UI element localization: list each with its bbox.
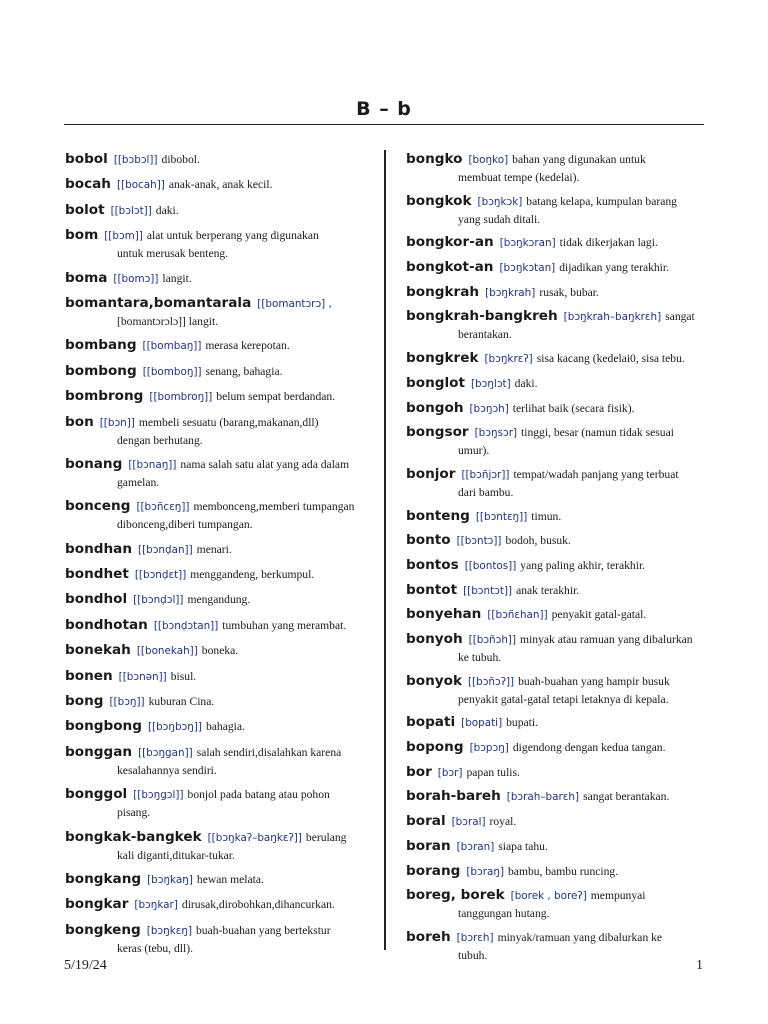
headword: bongkrah [406, 283, 480, 300]
page-title: B – b [356, 98, 412, 120]
dictionary-entry [65, 921, 371, 957]
definition: bisul. [170, 669, 197, 683]
dictionary-entry [406, 258, 706, 277]
pronunciation: [bɔŋsɔr] [474, 427, 518, 440]
definition: digendong dengan kedua tangan. [512, 741, 666, 755]
pronunciation: [bɔŋkaŋ] [147, 873, 193, 886]
headword: bongkor-an [406, 234, 494, 251]
pronunciation: [[bomboŋ]] [142, 365, 202, 378]
definition: salah sendiri,disalahkan karena [196, 745, 342, 759]
pronunciation: [[bɔñɔʔ]] [468, 675, 515, 688]
pronunciation: [[bɔnḍɔl]] [133, 594, 184, 607]
definition: bahagia. [205, 720, 245, 734]
definition: berulang [305, 830, 347, 844]
pronunciation: [[bombaŋ]] [142, 340, 202, 353]
definition-continuation: dengan berhutang. [117, 433, 203, 447]
dictionary-entry [65, 565, 371, 584]
headword: bondhol [65, 591, 128, 608]
headword: bonggol [65, 786, 128, 803]
definition: sangat [665, 310, 695, 324]
definition: penyakit gatal-gatal. [551, 608, 647, 622]
pronunciation: [[bɔntɔ]] [456, 535, 502, 548]
pronunciation: [[bombroŋ]] [149, 391, 213, 404]
headword: bongko [406, 151, 463, 167]
dictionary-entry [406, 928, 706, 964]
definition: daki. [155, 203, 179, 217]
definition: mengandung. [187, 593, 251, 607]
pronunciation: [[bɔn]] [99, 416, 135, 429]
headword: boran [406, 837, 451, 854]
pronunciation: [[bomantɔrɔ] , [257, 297, 332, 310]
definition: minyak/ramuan yang dibalurkan ke [497, 930, 663, 944]
headword: bonto [406, 532, 451, 549]
definition-continuation: dibonceng,diberi tumpangan. [117, 518, 253, 532]
dictionary-entry [406, 605, 706, 624]
headword: bontot [406, 581, 458, 598]
pronunciation: [bɔraŋ] [466, 865, 504, 878]
dictionary-entry [406, 531, 706, 550]
definition: rusak, bubar. [539, 285, 599, 299]
dictionary-entry [65, 336, 371, 355]
definition: bonjol pada batang atau pohon [187, 788, 330, 802]
definition: yang paling akhir, terakhir. [520, 558, 646, 572]
definition-continuation: berantakan. [458, 328, 512, 342]
pronunciation: [[bɔŋgɔl]] [133, 789, 184, 802]
definition: sisa kacang (kedelai0, sisa tebu. [536, 352, 685, 366]
headword: bonglot [406, 374, 465, 391]
pronunciation: [[bɔm]] [104, 230, 143, 243]
headword: bondhotan [65, 616, 148, 633]
dictionary-entry [65, 828, 371, 864]
dictionary-entry [65, 455, 371, 491]
right-column [406, 150, 706, 970]
headword: bopati [406, 714, 456, 731]
pronunciation: [bɔŋkɛŋ] [146, 924, 192, 937]
definition: merasa kerepotan. [205, 339, 290, 353]
headword: bongkang [65, 870, 142, 887]
definition: membonceng,memberi tumpangan [193, 500, 355, 514]
headword: bongkot-an [406, 259, 494, 276]
headword: bongkrah-bangkreh [406, 308, 558, 325]
dictionary-entry [406, 233, 706, 252]
headword: bongkar [65, 896, 129, 913]
dictionary-entry [406, 630, 706, 666]
definition: buah-buahan yang bertekstur [196, 923, 331, 937]
headword: bonyok [406, 672, 462, 689]
definition: terlihat baik (secara fisik). [512, 401, 635, 415]
headword: bocah [65, 176, 111, 193]
definition: menggandeng, berkumpul. [190, 568, 315, 582]
dictionary-entry [65, 269, 371, 288]
pronunciation: [bɔŋkrah–baŋkrɛh] [563, 311, 662, 324]
definition-continuation: [bomantɔrɔlɔ]] langit. [117, 314, 219, 328]
pronunciation: [[bɔŋkaʔ–baŋkɛʔ]] [207, 831, 302, 844]
definition: daki. [514, 376, 538, 390]
definition-continuation: kesalahannya sendiri. [117, 763, 217, 777]
definition-continuation: untuk merusak benteng. [117, 247, 229, 261]
pronunciation: [bɔr] [437, 766, 463, 779]
pronunciation: [bɔŋɔh] [469, 402, 509, 415]
definition: boneka. [201, 644, 239, 658]
definition: bambu, bambu runcing. [508, 864, 619, 878]
definition: dijadikan yang terakhir. [559, 261, 670, 275]
headword: bongoh [406, 399, 464, 416]
pronunciation: [[bomɔ]] [113, 272, 159, 285]
pronunciation: [bɔŋlɔt] [470, 377, 511, 390]
definition: belum sempat berdandan. [216, 390, 336, 404]
definition: dirusak,dirobohkan,dihancurkan. [181, 898, 335, 912]
pronunciation: [[bɔñɔh]] [468, 634, 517, 646]
dictionary-entry [406, 581, 706, 600]
column-divider [384, 150, 386, 950]
pronunciation: [boŋko] [468, 154, 509, 166]
headword: bombong [65, 362, 137, 379]
headword: bonen [65, 667, 113, 684]
dictionary-entry [406, 307, 706, 343]
headword: borang [406, 862, 461, 879]
dictionary-entry [65, 870, 371, 889]
definition-continuation: ke tubuh. [458, 651, 502, 664]
headword: bondhet [65, 566, 129, 583]
headword: boma [65, 269, 108, 286]
pronunciation: [[bɔntɛŋ]] [475, 510, 528, 523]
pronunciation: [[bocah]] [116, 179, 165, 192]
definition-continuation: pisang. [117, 806, 151, 820]
dictionary-entry [65, 497, 371, 533]
definition: kuburan Cina. [148, 695, 215, 709]
dictionary-entry [65, 616, 371, 635]
headword: bopong [406, 739, 464, 756]
definition: nama salah satu alat yang ada dalam [180, 457, 350, 471]
dictionary-entry [406, 886, 706, 922]
headword: bong [65, 693, 104, 710]
pronunciation: [[bɔbɔl]] [113, 154, 158, 166]
dictionary-entry [65, 175, 371, 194]
pronunciation: [bopati] [461, 717, 503, 730]
definition-continuation: yang sudah ditali. [458, 212, 541, 226]
dictionary-entry [65, 294, 371, 330]
definition-continuation: membuat tempe (kedelai). [458, 171, 580, 184]
headword: boreg, borek [406, 887, 505, 904]
dictionary-entry [65, 717, 371, 736]
headword: bomantara,bomantarala [65, 294, 252, 311]
definition: senang, bahagia. [205, 364, 283, 378]
dictionary-entry [406, 349, 706, 368]
headword: boreh [406, 928, 451, 945]
definition: alat untuk berperang yang digunakan [146, 229, 319, 243]
dictionary-entry [406, 150, 706, 186]
dictionary-entry [406, 738, 706, 757]
pronunciation: [bɔrah–barɛh] [506, 791, 580, 804]
pronunciation: [[bɔŋgan]] [138, 746, 193, 759]
pronunciation: [bɔŋkrah] [485, 286, 536, 299]
pronunciation: [bɔral] [451, 816, 486, 829]
dictionary-entry [65, 785, 371, 821]
definition: sangat berantakan. [583, 790, 670, 804]
headword: bonteng [406, 507, 470, 524]
dictionary-entry [65, 362, 371, 381]
headword: bontos [406, 556, 459, 573]
headword: bombang [65, 337, 137, 354]
headword: bonang [65, 455, 123, 472]
pronunciation: [[bonekah]] [136, 645, 198, 658]
definition: anak terakhir. [516, 583, 580, 597]
headword: bondhan [65, 540, 133, 557]
pronunciation: [[bɔnaŋ]] [128, 458, 177, 471]
dictionary-entry [406, 192, 706, 228]
definition: membeli sesuatu (barang,makanan,dll) [138, 415, 319, 429]
pronunciation: [[bɔnḍɛt]] [134, 569, 187, 582]
definition: buah-buahan yang hampir busuk [518, 674, 670, 688]
headword: bongkrek [406, 350, 479, 367]
definition-continuation: tubuh. [458, 948, 488, 962]
pronunciation: [bɔŋkɔtan] [499, 262, 556, 275]
definition-continuation: gamelan. [117, 475, 160, 489]
footer-date: 5/19/24 [64, 958, 107, 973]
headword: bongbong [65, 718, 142, 735]
dictionary-entry [65, 540, 371, 559]
pronunciation: [[bɔñɛhan]] [487, 609, 548, 622]
dictionary-entry [65, 895, 371, 914]
definition: bahan yang digunakan untuk [512, 153, 646, 166]
definition: anak-anak, anak kecil. [168, 178, 273, 192]
dictionary-entry [406, 423, 706, 459]
headword: bongsor [406, 424, 469, 441]
definition: tumbuhan yang merambat. [222, 618, 347, 632]
pronunciation: [borek , boreʔ] [510, 890, 587, 903]
definition: bupati. [506, 716, 539, 730]
pronunciation: [[bɔŋ]] [109, 696, 145, 709]
definition: minyak atau ramuan yang dibalurkan [520, 633, 693, 646]
dictionary-entry [406, 862, 706, 881]
definition: royal. [489, 815, 517, 829]
pronunciation: [[bɔlɔt]] [110, 204, 152, 217]
dictionary-entry [65, 641, 371, 660]
dictionary-entry [65, 150, 371, 169]
headword: bonyoh [406, 631, 463, 647]
headword: bon [65, 413, 94, 430]
dictionary-entry [406, 672, 706, 708]
definition: bodoh, busuk. [505, 534, 571, 548]
dictionary-entry [406, 374, 706, 393]
definition: batang kelapa, kumpulan barang [526, 194, 677, 208]
headword: bonyehan [406, 606, 482, 623]
headword: bolot [65, 201, 105, 218]
definition: papan tulis. [466, 765, 520, 779]
headword: bom [65, 227, 99, 244]
dictionary-entry [406, 713, 706, 732]
left-column [65, 150, 371, 963]
pronunciation: [bɔŋkrɛʔ] [484, 353, 533, 366]
dictionary-entry [406, 507, 706, 526]
dictionary-entry [406, 763, 706, 782]
definition-continuation: penyakit gatal-gatal tetapi letaknya di kepala. [458, 692, 669, 706]
definition: hewan melata. [196, 872, 264, 886]
headword: bor [406, 763, 432, 780]
pronunciation: [bɔŋkɔk] [477, 195, 523, 208]
pronunciation: [[bɔnḍan]] [138, 543, 193, 556]
dictionary-entry [65, 743, 371, 779]
pronunciation: [[bɔñcɛŋ]] [136, 501, 190, 514]
pronunciation: [bɔran] [456, 840, 495, 853]
dictionary-entry [65, 201, 371, 220]
headword: bombrong [65, 388, 144, 405]
dictionary-entry [65, 692, 371, 711]
headword: bongkak-bangkek [65, 828, 202, 845]
dictionary-entry [65, 590, 371, 609]
pronunciation: [bɔŋkar] [134, 899, 178, 912]
definition-continuation: keras (tebu, dll). [117, 941, 193, 955]
dictionary-entry [406, 399, 706, 418]
pronunciation: [[bontos]] [464, 559, 517, 572]
definition: tinggi, besar (namun tidak sesuai [521, 426, 674, 440]
definition: menari. [196, 542, 232, 556]
dictionary-entry [406, 787, 706, 806]
dictionary-entry [406, 812, 706, 831]
dictionary-entry [406, 283, 706, 302]
pronunciation: [[bɔntɔt]] [463, 584, 513, 597]
definition: langit. [162, 271, 192, 285]
pronunciation: [[bɔñjɔr]] [461, 468, 510, 481]
pronunciation: [bɔrɛh] [456, 931, 494, 944]
definition: tempat/wadah panjang yang terbuat [513, 467, 679, 481]
headword: bonjor [406, 465, 456, 482]
definition-continuation: tanggungan hutang. [458, 907, 550, 921]
dictionary-entry [406, 465, 706, 501]
definition: siapa tahu. [498, 839, 548, 853]
pronunciation: [[bɔnən]] [118, 670, 167, 683]
headword: bongkok [406, 192, 472, 209]
headword: bonceng [65, 498, 131, 515]
dictionary-entry [65, 413, 371, 449]
headword: borah-bareh [406, 788, 501, 805]
pronunciation: [[bɔnḍɔtan]] [153, 619, 219, 632]
headword: bonggan [65, 743, 133, 760]
definition: tidak dikerjakan lagi. [559, 236, 658, 250]
definition-continuation: kali diganti,ditukar-tukar. [117, 848, 235, 862]
dictionary-entry [65, 667, 371, 686]
headword: boral [406, 813, 446, 830]
definition: dibobol. [161, 153, 200, 166]
page-number: 1 [696, 958, 703, 973]
pronunciation: [[bɔŋbɔŋ]] [147, 721, 202, 734]
pronunciation: [bɔpɔŋ] [469, 742, 509, 755]
definition-continuation: umur). [458, 444, 490, 458]
title-divider [64, 124, 704, 125]
headword: bonekah [65, 642, 131, 659]
dictionary-entry [406, 556, 706, 575]
definition: timun. [531, 509, 562, 523]
definition: mempunyai [590, 889, 646, 903]
headword: bobol [65, 151, 108, 167]
dictionary-entry [65, 226, 371, 262]
definition-continuation: dari bambu. [458, 485, 514, 499]
dictionary-entry [406, 837, 706, 856]
headword: bongkeng [65, 921, 141, 938]
pronunciation: [bɔŋkɔran] [499, 237, 556, 250]
dictionary-entry [65, 387, 371, 406]
